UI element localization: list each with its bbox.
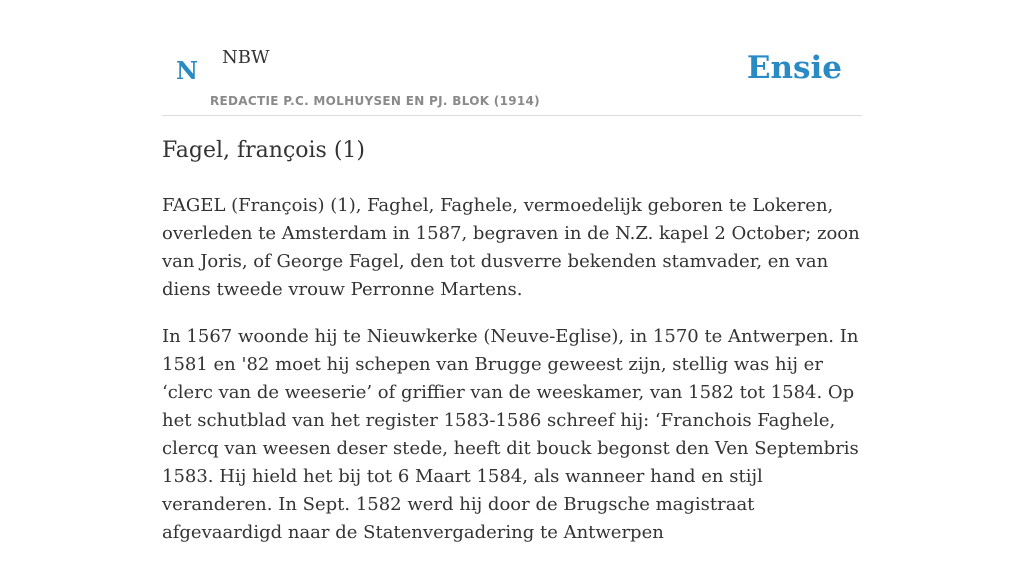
article-body	[162, 192, 864, 566]
source-title[interactable]: NBW	[222, 47, 270, 68]
article-title: Fagel, françois (1)	[162, 138, 366, 163]
source-logo[interactable]: N	[176, 56, 198, 85]
source-header	[162, 40, 862, 116]
source-subtitle: REDACTIE P.C. MOLHUYSEN EN PJ. BLOK (1914)	[210, 94, 540, 108]
article-paragraph: FAGEL (François) (1), Faghel, Faghele, vermoedelijk geboren te Lokeren, overleden te Amsterdam in 1587, begraven in de N.Z. kapel 2 October; zoon van Joris, of George Fagel, den tot dusverre bekenden stamvader, en van diens tweede vrouw Perronne Martens.	[162, 195, 860, 300]
brand-logo-link[interactable]: Ensie	[746, 50, 842, 86]
article-paragraph: In 1567 woonde hij te Nieuwkerke (Neuve-Eglise), in 1570 te Antwerpen. In 1581 en '82 moet hij schepen van Brugge geweest zijn, stellig was hij er ‘clerc van de weeserie’ of griffier van de weeskamer, van 1582 tot 1584. Op het schutblad van het register 1583-1586 schreef hij: ‘Franchois Faghele, clercq van weesen deser stede, heeft dit bouck begonst den Ven Septembris 1583. Hij hield het bij tot 6 Maart 1584, als wanneer hand en stijl veranderen. In Sept. 1582 werd hij door de Brugsche magistraat afgevaardigd naar de Statenvergadering te Antwerpen	[162, 326, 859, 543]
